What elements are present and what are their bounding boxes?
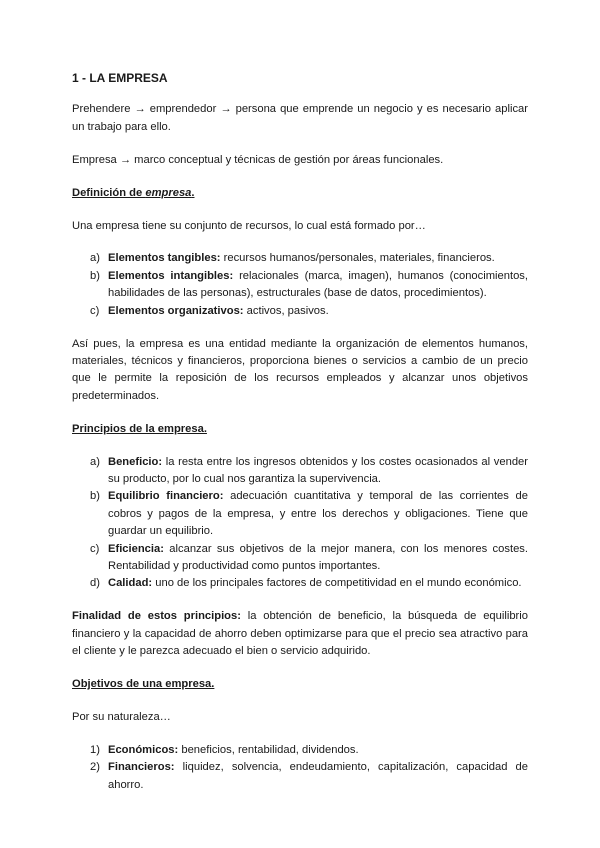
objetivos-lead: Por su naturaleza…	[72, 710, 171, 723]
list-text: recursos humanos/personales, materiales, financieros.	[220, 252, 495, 265]
list-item	[72, 268, 528, 303]
objetivos-list	[72, 742, 528, 794]
list-item	[72, 303, 528, 320]
list-term: Beneficio:	[108, 455, 163, 468]
list-text: beneficios, rentabilidad, dividendos.	[178, 743, 359, 756]
page-title: 1 - LA EMPRESA	[72, 71, 168, 85]
list-marker: b)	[90, 269, 100, 282]
list-text: uno de los principales factores de competitividad en el mundo económico.	[152, 577, 522, 590]
list-item	[72, 541, 528, 576]
document-page	[72, 70, 528, 810]
list-marker: 1)	[90, 743, 100, 756]
list-term: Equilibrio financiero:	[108, 490, 224, 503]
list-term: Económicos:	[108, 743, 179, 756]
definicion-summary: Así pues, la empresa es una entidad mediante la organización de elementos humanos, materiales, técnicos y financieros, proporciona bienes o servicios a cambio de un precio que le permite la reposición de los recursos empleados y alcanzar unos objetivos predeterminados.	[72, 337, 528, 402]
list-marker: c)	[90, 542, 100, 555]
list-term: Elementos organizativos:	[108, 304, 244, 317]
definicion-list	[72, 250, 528, 320]
list-marker: b)	[90, 490, 100, 503]
list-text: relacionales (marca, imagen), humanos (conocimientos, habilidades de las personas), estructurales (base de datos, procedimientos).	[108, 269, 528, 300]
list-marker: a)	[90, 455, 100, 468]
list-item	[72, 488, 528, 540]
principios-heading: Principios de la empresa.	[72, 422, 207, 435]
intro-paragraph-1: Prehendere → emprendedor → persona que emprende un negocio y es necesario aplicar un trabajo para ello.	[72, 103, 528, 133]
intro-paragraph-2: Empresa → marco conceptual y técnicas de gestión por áreas funcionales.	[72, 153, 444, 166]
finalidad-text: la obtención de beneficio, la búsqueda de equilibrio financiero y la capacidad de ahorro deben optimizarse para que el precio sea atractivo para el cliente y le parezca adecuado el bien o servicio adquirido.	[72, 610, 528, 658]
list-text: la resta entre los ingresos obtenidos y los costes ocasionados al vender su producto, por lo cual nos garantiza la supervivencia.	[108, 455, 528, 485]
list-term: Eficiencia:	[108, 542, 164, 555]
definicion-heading-post: .	[191, 186, 195, 199]
list-term: Financieros:	[108, 761, 175, 774]
list-marker: 2)	[90, 761, 100, 774]
principios-list	[72, 454, 528, 593]
list-marker: c)	[90, 304, 100, 317]
objetivos-heading: Objetivos de una empresa.	[72, 678, 215, 691]
definicion-heading-pre: Definición de	[72, 186, 146, 199]
list-marker: a)	[90, 252, 100, 265]
list-item	[72, 575, 528, 592]
definicion-lead: Una empresa tiene su conjunto de recursos, lo cual está formado por…	[72, 219, 426, 232]
list-text: liquidez, solvencia, endeudamiento, capitalización, capacidad de ahorro.	[108, 761, 528, 791]
list-text: adecuación cuantitativa y temporal de las corrientes de cobros y pagos de la empresa, y entre los derechos y obligaciones. Tiene que guardar un equilibrio.	[108, 490, 528, 538]
finalidad-paragraph	[72, 608, 528, 660]
finalidad-term: Finalidad de estos principios:	[72, 610, 241, 623]
definicion-heading-em: empresa	[145, 186, 192, 199]
list-term: Elementos intangibles:	[108, 269, 234, 282]
list-item	[72, 454, 528, 489]
list-item	[72, 250, 528, 267]
definicion-heading	[72, 185, 528, 202]
list-text: activos, pasivos.	[243, 304, 329, 317]
list-term: Calidad:	[108, 577, 153, 590]
list-marker: d)	[90, 577, 100, 590]
list-term: Elementos tangibles:	[108, 252, 221, 265]
list-item	[72, 742, 528, 759]
list-text: alcanzar sus objetivos de la mejor manera, con los menores costes. Rentabilidad y productividad como puntos importantes.	[108, 542, 528, 573]
list-item	[72, 759, 528, 794]
